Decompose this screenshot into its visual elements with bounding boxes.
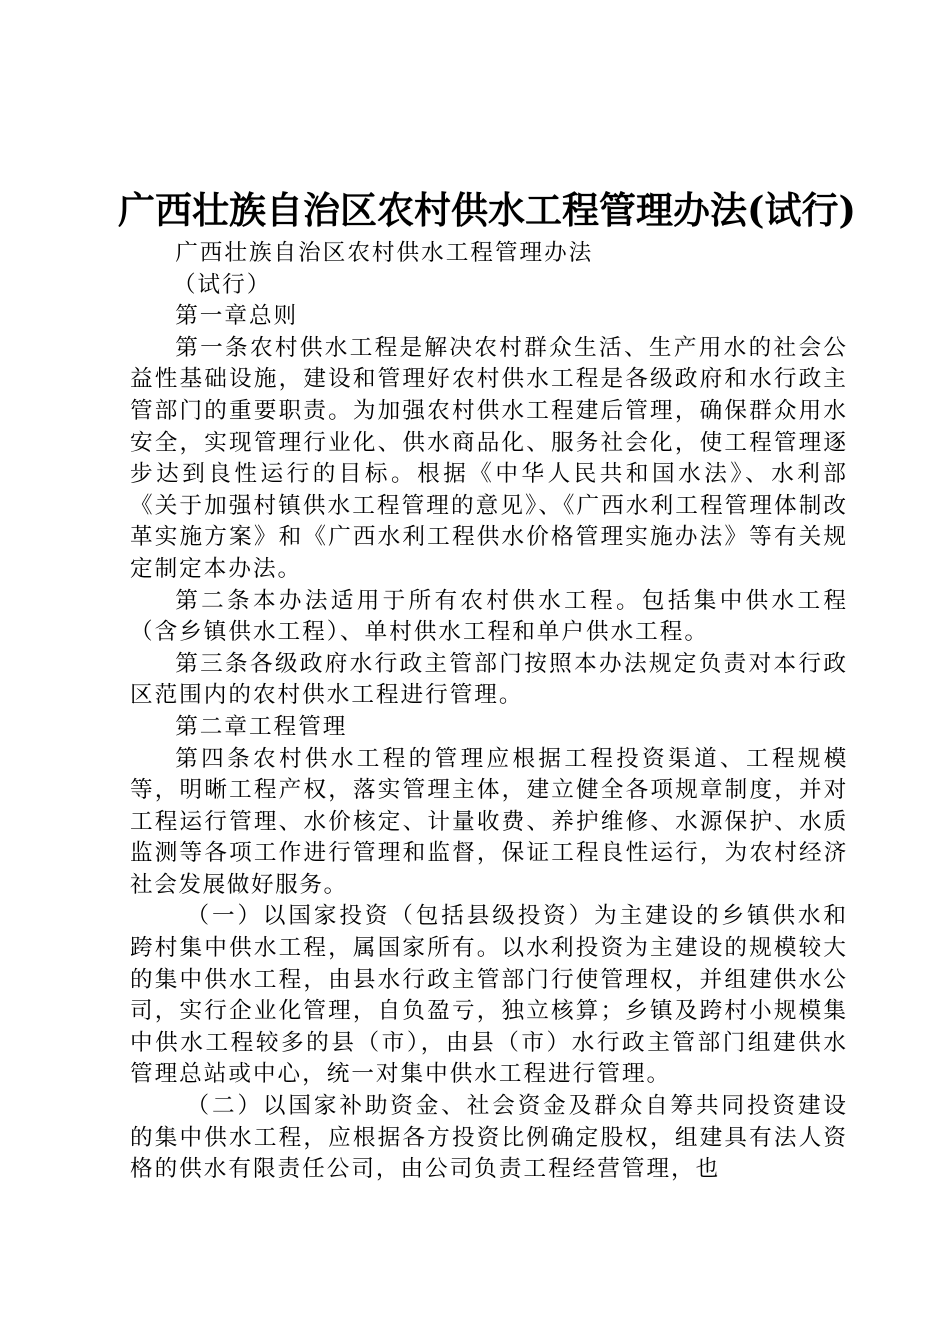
article-paragraph: 第三条各级政府水行政主管部门按照本办法规定负责对本行政区范围内的农村供水工程进行管理。 bbox=[130, 650, 848, 709]
subtitle-line: 广西壮族自治区农村供水工程管理办法 bbox=[175, 240, 594, 266]
document-body bbox=[130, 238, 848, 1186]
article-paragraph: 第一条农村供水工程是解决农村群众生活、生产用水的社会公益性基础设施，建设和管理好农村供水工程是各级政府和水行政主管部门的重要职责。为加强农村供水工程建后管理，确保群众用水安全，实现管理行业化、供水商品化、服务社会化，使工程管理逐步达到良性运行的目标。根据《中华人民共和国水法》、水利部《关于加强村镇供水工程管理的意见》、《广西水利工程管理体制改革实施方案》和《广西水利工程供水价格管理实施办法》等有关规定制定本办法。 bbox=[130, 334, 848, 582]
article-paragraph: 第二条本办法适用于所有农村供水工程。包括集中供水工程（含乡镇供水工程）、单村供水工程和单户供水工程。 bbox=[130, 587, 848, 646]
clause-paragraph: （二）以国家补助资金、社会资金及群众自筹共同投资建设的集中供水工程，应根据各方投资比例确定股权，组建具有法人资格的供水有限责任公司，由公司负责工程经营管理，也 bbox=[130, 1093, 848, 1183]
chapter-heading: 第一章总则 bbox=[175, 303, 299, 330]
clause-paragraph: （一）以国家投资（包括县级投资）为主建设的乡镇供水和跨村集中供水工程，属国家所有。以水利投资为主建设的规模较大的集中供水工程，由县水行政主管部门行使管理权，并组建供水公司，实行企业化管理，自负盈亏，独立核算；乡镇及跨村小规模集中供水工程较多的县（市），由县（市）水行政主管部门组建供水管理总站或中心，统一对集中供水工程进行管理。 bbox=[130, 903, 848, 1088]
chapter-heading: 第二章工程管理 bbox=[175, 713, 348, 740]
subtitle-trial-note: （试行） bbox=[172, 271, 272, 298]
article-paragraph: 第四条农村供水工程的管理应根据工程投资渠道、工程规模等，明晰工程产权，落实管理主体，建立健全各项规章制度，并对工程运行管理、水价核定、计量收费、养护维修、水源保护、水质监测等各项工作进行管理和监督，保证工程良性运行，为农村经济社会发展做好服务。 bbox=[130, 745, 848, 898]
document-title: 广西壮族自治区农村供水工程管理办法(试行) bbox=[118, 188, 857, 232]
